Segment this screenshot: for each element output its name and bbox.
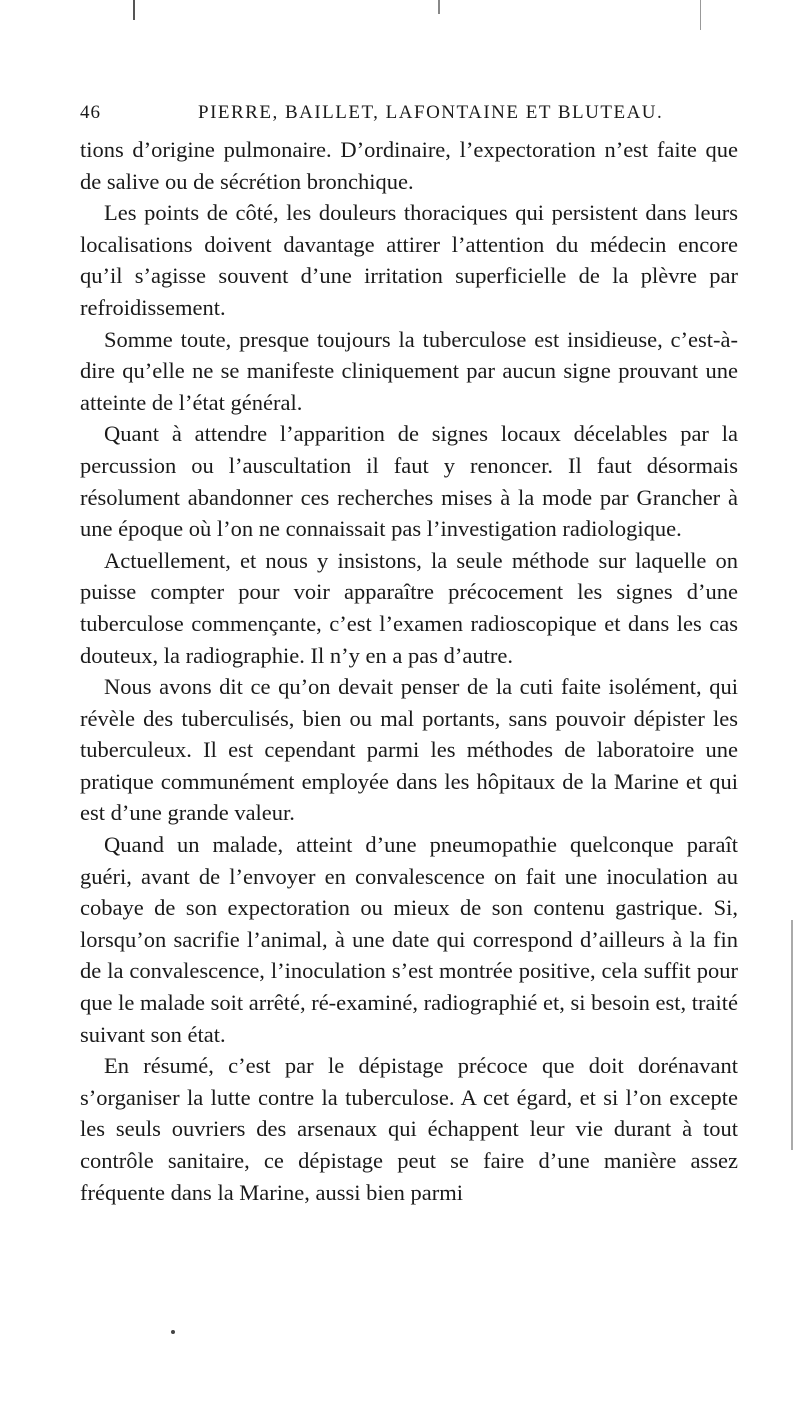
page-number: 46 xyxy=(80,102,101,123)
paragraph: En résumé, c’est par le dépistage précoce que doit dorénavant s’organiser la lutte contre la tuberculose. A cet égard, et si l’on excepte les seuls ouvriers des arsenaux qui échappent leur vie durant à tout contrôle sanitaire, ce dépistage peut se faire d’une manière assez fréquente dans la Marine, aussi bien parmi xyxy=(80,1053,738,1205)
paragraph: Actuellement, et nous y insistons, la seule méthode sur laquelle on puisse compter pour voir apparaître précocement les signes d’une tuberculose commençante, c’est l’examen radioscopique et dans les cas douteux, la radiographie. Il n’y en a pas d’autre. xyxy=(80,547,738,668)
paragraph: tions d’origine pulmonaire. D’ordinaire, l’expectoration n’est faite que de salive ou de sécrétion bronchique. xyxy=(80,137,738,194)
paragraph: Quand un malade, atteint d’une pneumopathie quelconque paraît guéri, avant de l’envoyer en convalescence on fait une inoculation au cobaye de son expectoration ou mieux de son contenu gastrique. Si, lorsqu’on sacrifie l’animal, à une date qui correspond d’ailleurs à la fin de la convalescence, l’inoculation s’est montrée positive, cela suffit pour que le malade soit arrêté, ré-examiné, radiographié et, si besoin est, traité suivant son état. xyxy=(80,832,738,1047)
paragraph: Quant à attendre l’apparition de signes locaux décelables par la percussion ou l’auscultation il faut y renoncer. Il faut désormais résolument abandonner ces recherches mises à la mode par Grancher à une époque où l’on ne connaissait pas l’investigation radiologique. xyxy=(80,421,738,542)
ink-speck xyxy=(171,1330,175,1334)
scan-edge-mark xyxy=(133,0,135,20)
scan-edge-mark xyxy=(438,0,440,14)
running-title: PIERRE, BAILLET, LAFONTAINE ET BLUTEAU. xyxy=(198,102,664,123)
paragraph: Les points de côté, les douleurs thoraciques qui persistent dans leurs localisations doivent davantage attirer l’attention du médecin encore qu’il s’agisse souvent d’une irritation superficielle de la plèvre par refroidissement. xyxy=(80,200,738,320)
paragraph: Somme toute, presque toujours la tuberculose est insidieuse, c’est-à-dire qu’elle ne se manifeste cliniquement par aucun signe prouvant une atteinte de l’état général. xyxy=(80,326,738,415)
body-text xyxy=(80,134,738,1208)
running-head xyxy=(80,102,740,132)
scan-edge-mark xyxy=(700,0,701,30)
paragraph: Nous avons dit ce qu’on devait penser de la cuti faite isolément, qui révèle des tuberculisés, bien ou mal portants, sans pouvoir dépister les tuberculeux. Il est cependant parmi les méthodes de laboratoire une pratique communément employée dans les hôpitaux de la Marine et qui est d’une grande valeur. xyxy=(80,674,738,826)
scan-edge-mark xyxy=(791,920,793,1150)
